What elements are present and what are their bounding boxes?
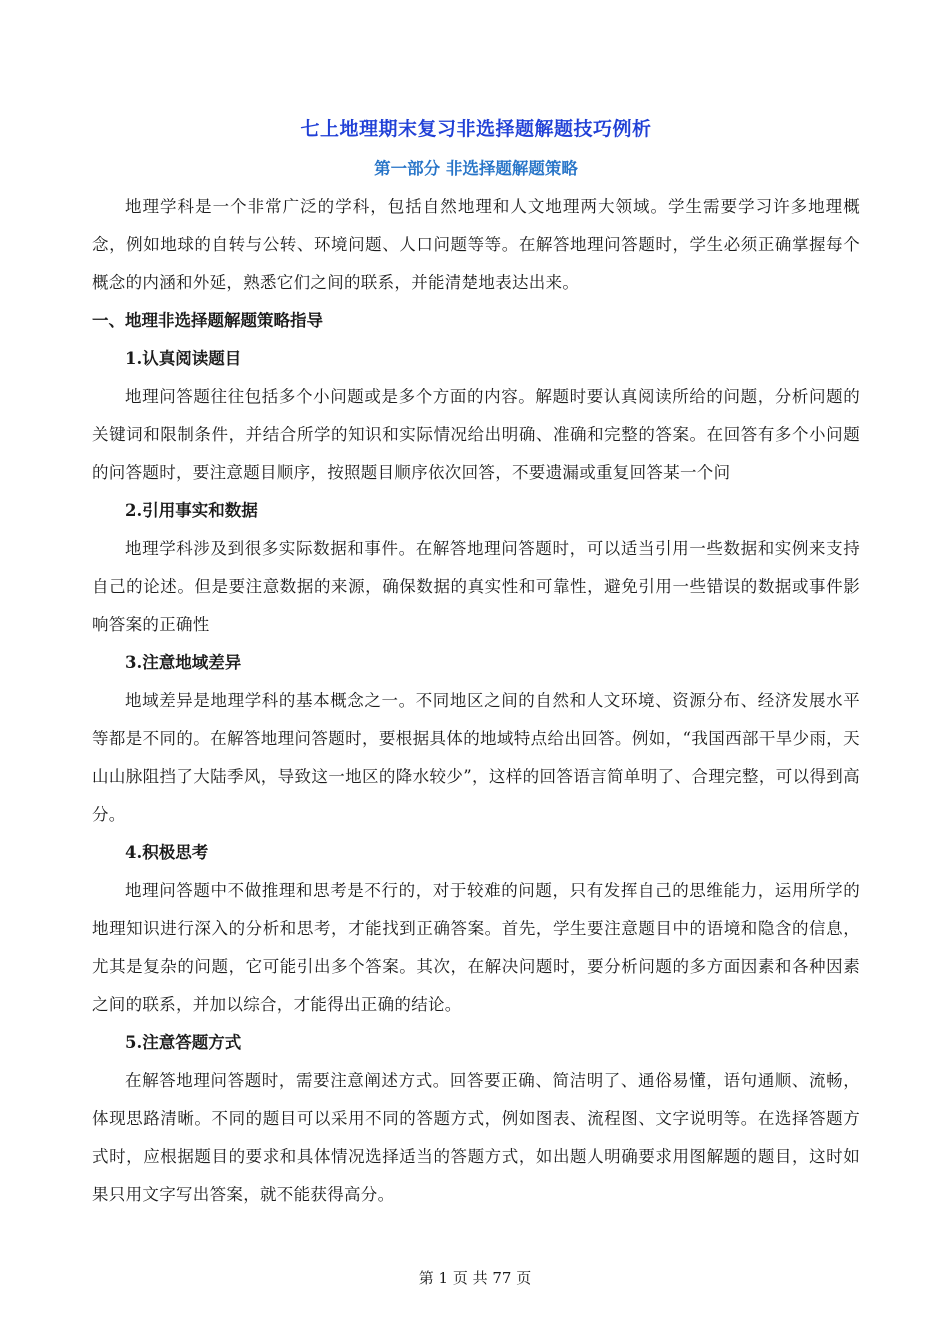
- item-heading-2: 2.引用事实和数据: [125, 501, 258, 520]
- item-heading-3: 3.注意地域差异: [125, 653, 242, 672]
- item-text-5: 在解答地理问答题时，需要注意阐述方式。回答要正确、简洁明了、通俗易懂，语句通顺、流畅，体现思路清晰。不同的题目可以采用不同的答题方式，例如图表、流程图、文字说明等。在选择答题方式时，应根据题目的要求和具体情况选择适当的答题方式，如出题人明确要求用图解题的题目，这时如果只用文字写出答案，就不能获得高分。: [92, 1071, 860, 1204]
- item-heading-4: 4.积极思考: [125, 843, 209, 862]
- footer-total-pages: 77: [492, 1269, 512, 1287]
- item-text-2: 地理学科涉及到很多实际数据和事件。在解答地理问答题时，可以适当引用一些数据和实例来支持自己的论述。但是要注意数据的来源，确保数据的真实性和可靠性，避免引用一些错误的数据或事件影响答案的正确性: [92, 539, 860, 634]
- intro-paragraph: 地理学科是一个非常广泛的学科，包括自然地理和人文地理两大领域。学生需要学习许多地理概念，例如地球的自转与公转、环境问题、人口问题等等。在解答地理问答题时，学生必须正确掌握每个概念的内涵和外延，熟悉它们之间的联系，并能清楚地表达出来。: [92, 197, 860, 292]
- document-title: 七上地理期末复习非选择题解题技巧例析: [300, 118, 652, 140]
- section-heading: 一、地理非选择题解题策略指导: [92, 311, 323, 330]
- item-text-1: 地理问答题往往包括多个小问题或是多个方面的内容。解题时要认真阅读所给的问题，分析问题的关键词和限制条件，并结合所学的知识和实际情况给出明确、准确和完整的答案。在回答有多个小问题的问答题时，要注意题目顺序，按照题目顺序依次回答，不要遗漏或重复回答某一个问: [92, 387, 860, 482]
- footer-middle: 页 共: [452, 1269, 488, 1287]
- item-heading-5: 5.注意答题方式: [125, 1033, 242, 1052]
- item-heading-1: 1.认真阅读题目: [125, 349, 242, 368]
- page-footer: [0, 1266, 950, 1290]
- document-page: [92, 110, 860, 1214]
- part-title: 第一部分 非选择题解题策略: [374, 159, 578, 178]
- footer-prefix: 第: [418, 1269, 434, 1287]
- footer-suffix: 页: [516, 1269, 532, 1287]
- item-text-4: 地理问答题中不做推理和思考是不行的，对于较难的问题，只有发挥自己的思维能力，运用所学的地理知识进行深入的分析和思考，才能找到正确答案。首先，学生要注意题目中的语境和隐含的信息，尤其是复杂的问题，它可能引出多个答案。其次，在解决问题时，要分析问题的多方面因素和各种因素之间的联系，并加以综合，才能得出正确的结论。: [92, 881, 860, 1014]
- footer-page-number: 1: [438, 1269, 449, 1287]
- item-text-3: 地域差异是地理学科的基本概念之一。不同地区之间的自然和人文环境、资源分布、经济发展水平等都是不同的。在解答地理问答题时，要根据具体的地域特点给出回答。例如，“我国西部干旱少雨，天山山脉阻挡了大陆季风，导致这一地区的降水较少”，这样的回答语言简单明了、合理完整，可以得到高分。: [92, 691, 860, 824]
